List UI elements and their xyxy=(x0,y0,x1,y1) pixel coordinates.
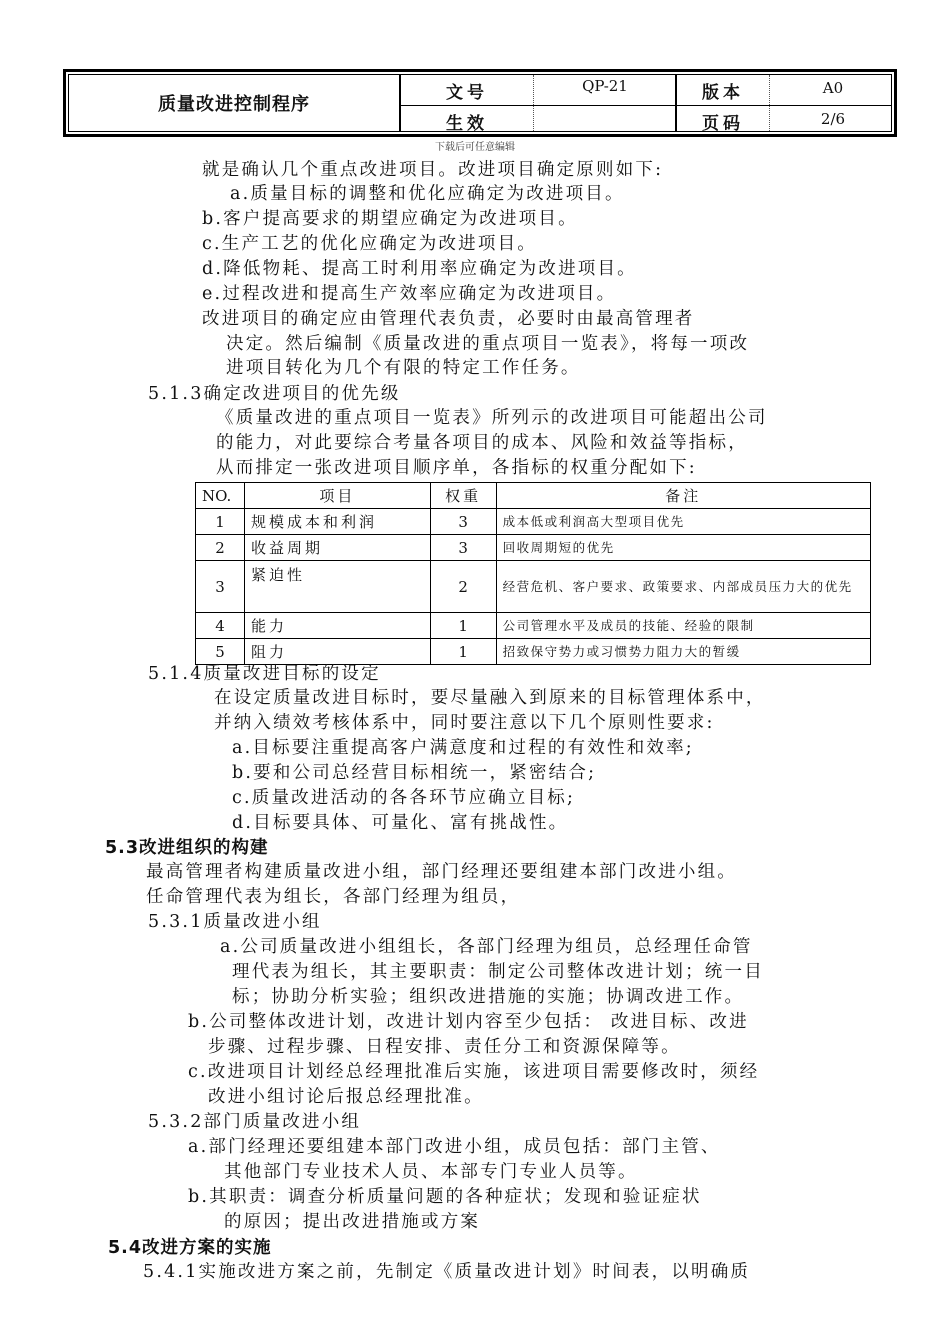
subsection-heading: 5.1.4质量改进目标的设定 xyxy=(148,664,381,684)
body-line: 标；协助分析实验；组织改进措施的实施；协调改进工作。 xyxy=(232,987,745,1007)
watermark-text: 下载后可任意编辑 xyxy=(435,142,515,153)
table-header-cell: 权重 xyxy=(430,483,496,509)
section-heading-5-4: 5.4改进方案的实施 xyxy=(108,1238,272,1258)
row-weight: 1 xyxy=(430,639,496,665)
row-item: 能力 xyxy=(244,613,430,639)
body-line: 理代表为组长，其主要职责：制定公司整体改进计划；统一目 xyxy=(232,962,764,982)
body-line: 并纳入绩效考核体系中，同时要注意以下几个原则性要求: xyxy=(214,713,715,733)
criteria-item-b: b.客户提高要求的期望应确定为改进项目。 xyxy=(202,209,578,229)
table-header-cell: 项目 xyxy=(244,483,430,509)
body-line: 最高管理者构建质量改进小组，部门经理还要组建本部门改进小组。 xyxy=(146,862,737,882)
body-line: 任命管理代表为组长，各部门经理为组员， xyxy=(146,887,521,907)
row-note: 成本低或利润高大型项目优先 xyxy=(496,509,870,535)
criteria-item-d: d.降低物耗、提高工时利用率应确定为改进项目。 xyxy=(202,259,637,279)
row-weight: 1 xyxy=(430,613,496,639)
body-line: 改进项目的确定应由管理代表负责，必要时由最高管理者 xyxy=(202,309,695,329)
goal-item-b: b.要和公司总经营目标相统一，紧密结合; xyxy=(232,763,597,783)
body-line: 其他部门专业技术人员、本部专门专业人员等。 xyxy=(224,1162,638,1182)
priority-weight-table xyxy=(195,482,871,665)
criteria-item-c: c.生产工艺的优化应确定为改进项目。 xyxy=(202,234,537,254)
row-no: 1 xyxy=(196,509,245,535)
dept-item-a: a.部门经理还要组建本部门改进小组，成员包括：部门主管、 xyxy=(188,1137,721,1157)
row-note: 招致保守势力或习惯势力阻力大的暂缓 xyxy=(496,639,870,665)
table-row xyxy=(196,561,871,613)
version-label: 版本 xyxy=(702,82,744,103)
goal-item-a: a.目标要注重提高客户满意度和过程的有效性和效率; xyxy=(232,738,694,758)
body-line: 的能力，对此要综合考量各项目的成本、风险和效益等指标， xyxy=(216,433,748,453)
row-item: 紧迫性 xyxy=(244,561,430,613)
body-line: 就是确认几个重点改进项目。改进项目确定原则如下: xyxy=(202,160,664,180)
header-inner-frame xyxy=(68,74,892,132)
subsection-heading: 5.3.2部门质量改进小组 xyxy=(148,1112,362,1132)
dept-item-b: b.其职责：调查分析质量问题的各种症状；发现和验证症状 xyxy=(188,1187,702,1207)
body-line: 改进小组讨论后报总经理批准。 xyxy=(208,1087,484,1107)
table-header-cell: 备注 xyxy=(496,483,870,509)
row-no: 3 xyxy=(196,561,245,613)
body-line: 进项目转化为几个有限的特定工作任务。 xyxy=(226,358,581,378)
doc-no-value: QP-21 xyxy=(582,77,628,95)
table-row xyxy=(196,535,871,561)
document-title: 质量改进控制程序 xyxy=(158,94,310,115)
effective-value xyxy=(535,106,675,136)
row-weight: 2 xyxy=(430,561,496,613)
goal-item-d: d.目标要具体、可量化、富有挑战性。 xyxy=(232,813,569,833)
document-header xyxy=(63,69,897,137)
goal-item-c: c.质量改进活动的各各环节应确立目标; xyxy=(232,788,576,808)
section-heading-5-3: 5.3改进组织的构建 xyxy=(105,838,269,858)
header-divider xyxy=(533,75,534,131)
duty-item-b: b.公司整体改进计划，改进计划内容至少包括： 改进目标、改进 xyxy=(188,1012,749,1032)
table-header-cell: NO. xyxy=(196,483,245,509)
row-item: 规模成本和利润 xyxy=(244,509,430,535)
header-divider xyxy=(769,75,770,131)
row-note: 回收周期短的优先 xyxy=(496,535,870,561)
body-line: 的原因；提出改进措施或方案 xyxy=(224,1212,481,1232)
row-weight: 3 xyxy=(430,509,496,535)
table-header-row xyxy=(196,483,871,509)
body-line: 步骤、过程步骤、日程安排、责任分工和资源保障等。 xyxy=(208,1037,681,1057)
page-value: 2/6 xyxy=(820,110,846,128)
row-weight: 3 xyxy=(430,535,496,561)
row-item: 阻力 xyxy=(244,639,430,665)
effective-label: 生效 xyxy=(446,113,488,134)
row-note: 经营危机、客户要求、政策要求、内部成员压力大的优先 xyxy=(496,561,870,613)
table-row xyxy=(196,613,871,639)
row-item: 收益周期 xyxy=(244,535,430,561)
table-row xyxy=(196,639,871,665)
body-line: 5.4.1实施改进方案之前，先制定《质量改进计划》时间表，以明确质 xyxy=(143,1262,751,1282)
body-line: 决定。然后编制《质量改进的重点项目一览表》，将每一项改 xyxy=(226,334,750,354)
subsection-heading: 5.3.1质量改进小组 xyxy=(148,912,322,932)
version-value: A0 xyxy=(822,79,844,97)
body-line: 《质量改进的重点项目一览表》所列示的改进项目可能超出公司 xyxy=(216,408,768,428)
table-row xyxy=(196,509,871,535)
criteria-item-a: a.质量目标的调整和优化应确定为改进项目。 xyxy=(230,184,625,204)
subsection-heading: 5.1.3确定改进项目的优先级 xyxy=(148,384,401,404)
body-line: 从而排定一张改进项目顺序单，各指标的权重分配如下: xyxy=(216,458,697,478)
row-no: 5 xyxy=(196,639,245,665)
row-no: 2 xyxy=(196,535,245,561)
duty-item-a: a.公司质量改进小组组长，各部门经理为组员，总经理任命管 xyxy=(220,937,753,957)
duty-item-c: c.改进项目计划经总经理批准后实施，该进项目需要修改时，须经 xyxy=(188,1062,760,1082)
row-no: 4 xyxy=(196,613,245,639)
page-label: 页码 xyxy=(702,113,744,134)
criteria-item-e: e.过程改进和提高生产效率应确定为改进项目。 xyxy=(202,284,617,304)
row-note: 公司管理水平及成员的技能、经验的限制 xyxy=(496,613,870,639)
body-line: 在设定质量改进目标时，要尽量融入到原来的目标管理体系中， xyxy=(214,688,766,708)
doc-no-label: 文号 xyxy=(446,82,488,103)
